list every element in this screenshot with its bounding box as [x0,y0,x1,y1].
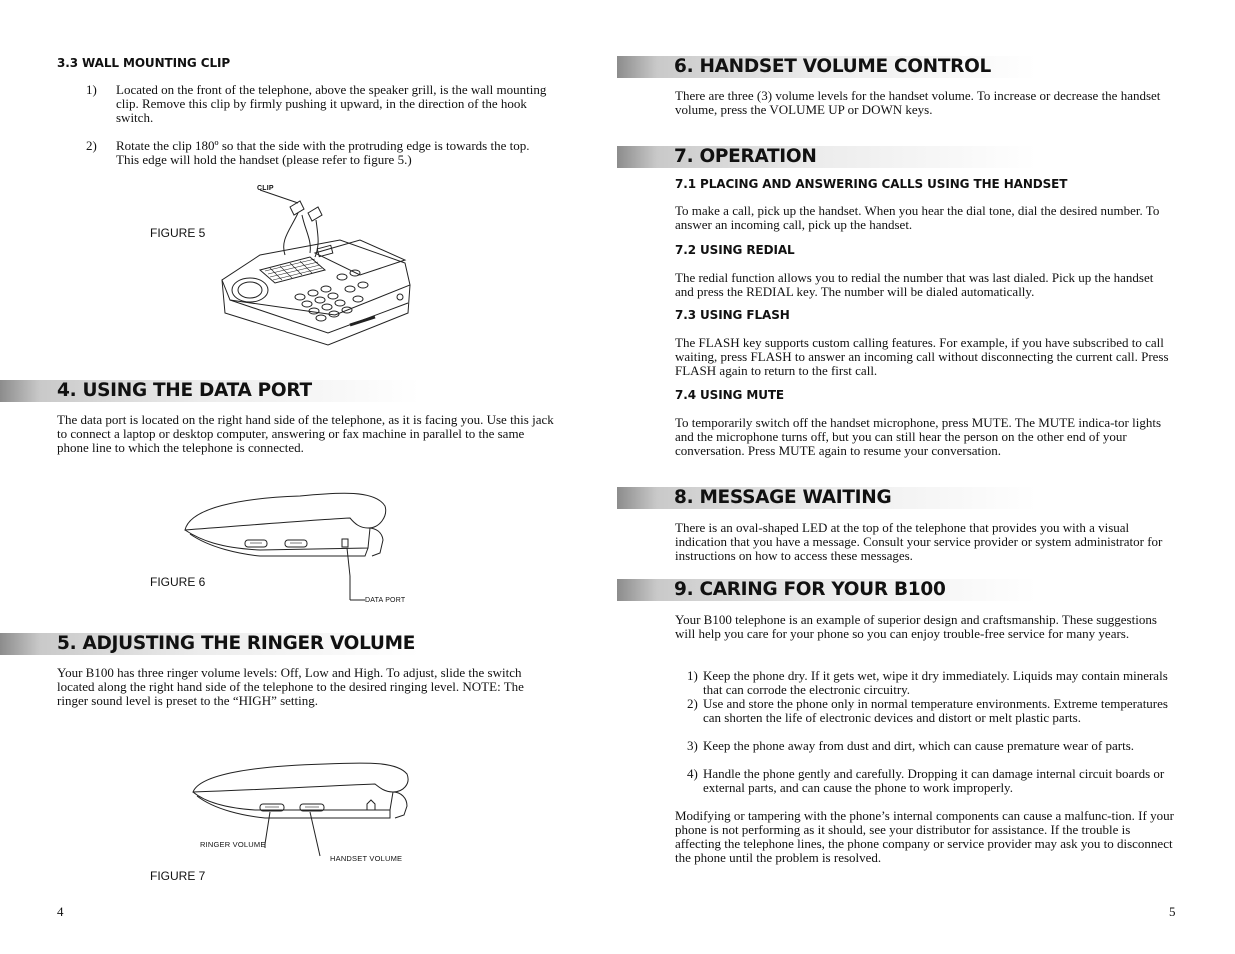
list-item-text: Use and store the phone only in normal temperature environments. Extreme temperatures can shorten the life of electronic devices and distort or melt plastic parts. [703,696,1168,725]
list-item-text: Keep the phone away from dust and dirt, which can cause premature wear of parts. [703,738,1134,753]
section-7-3-body: The FLASH key supports custom calling features. For example, if you have subscribed to call waiting, press FLASH to answer an incoming call without disconnecting the current call. Press FLASH again to return to the first call. [675,335,1169,378]
section-8-body: There is an oval-shaped LED at the top of the telephone that provides you with a visual indication that you have a message. Consult your service provider or system administrator for instructions on how to access these messages. [675,520,1163,563]
list-item-number: 1) [86,82,97,97]
figure-6-phone-side-illustration [180,488,410,606]
list-item-number: 1) [687,668,698,683]
section-4-body: The data port is located on the right hand side of the telephone, as it is facing you. Use this jack to connect a laptop or desktop computer, answering or fax machine in parallel to the same phone line to which the telephone is connected. [57,412,554,455]
data-port-callout: DATA PORT [365,597,406,604]
list-item-text: Handle the phone gently and carefully. Dropping it can damage internal circuit boards or external parts, and can cause the phone to work improperly. [703,766,1165,795]
clip-callout: CLIP [257,185,274,192]
section-8-heading-bar [617,487,1177,509]
section-6-heading: 6. HANDSET VOLUME CONTROL [674,56,992,77]
list-item-number: 4) [687,766,698,781]
section-6-heading-bar [617,56,1177,78]
figure-7-label: FIGURE 7 [150,869,206,883]
section-5-heading-bar [0,633,560,655]
section-9-intro: Your B100 telephone is an example of superior design and craftsmanship. These suggestions will help you care for your phone so you can enjoy trouble-free service for many years. [675,612,1157,641]
page-number-right: 5 [1169,904,1176,919]
figure-5-label: FIGURE 5 [150,226,206,240]
section-7-3-heading: 7.3 USING FLASH [675,308,790,322]
section-7-2-body: The redial function allows you to redial the number that was last dialed. Pick up the handset and press the REDIAL key. The number will be dialed automatically. [675,270,1154,299]
right-page [617,0,1235,954]
section-6-body: There are three (3) volume levels for the handset volume. To increase or decrease the handset volume, press the VOLUME UP or DOWN keys. [675,88,1161,117]
list-item [687,767,1177,795]
list-item [86,83,556,127]
figure-7-phone-side-illustration [185,760,415,865]
list-item [687,697,1177,739]
section-4-heading-bar [0,380,560,402]
section-9-heading: 9. CARING FOR YOUR B100 [674,579,946,600]
section-9-heading-bar [617,579,1177,601]
section-7-2-heading: 7.2 USING REDIAL [675,243,795,257]
section-3-3-heading: 3.3 WALL MOUNTING CLIP [57,56,231,70]
section-4-heading: 4. USING THE DATA PORT [57,380,312,401]
list-item-number: 2) [86,138,97,153]
list-item-number: 3) [687,738,698,753]
list-item-text: Rotate the clip 180º so that the side with the protruding edge is towards the top. This edge will hold the handset (please refer to figure 5.) [116,138,530,167]
list-item [687,669,1177,697]
figure-5-phone-illustration [220,185,415,347]
section-7-4-body: To temporarily switch off the handset microphone, press MUTE. The MUTE indica-tor lights and the microphone turns off, but you can still hear the person on the other end of your conversation. Press MUTE again to resume your conversation. [675,415,1162,458]
page-number-left: 4 [57,904,64,919]
list-item [687,739,1177,767]
section-7-4-heading: 7.4 USING MUTE [675,388,785,402]
list-item [86,139,556,169]
list-item-text: Keep the phone dry. If it gets wet, wipe it dry immediately. Liquids may contain minerals that can corrode the electronic circuitry. [703,668,1168,697]
handset-volume-callout: HANDSET VOLUME [330,854,403,863]
section-9-closing: Modifying or tampering with the phone’s internal components can cause a malfunc-tion. If your phone is not performing as it should, see your distributor for assistance. If the trouble is affecting the telephone lines, the phone company or service provider may ask you to disconnect the phone until the problem is resolved. [675,808,1174,865]
section-7-heading-bar [617,146,1177,168]
list-item-number: 2) [687,696,698,711]
section-7-1-body: To make a call, pick up the handset. When you hear the dial tone, dial the desired number. To answer an incoming call, pick up the handset. [675,203,1160,232]
section-7-1-heading: 7.1 PLACING AND ANSWERING CALLS USING THE HANDSET [675,177,1068,191]
section-5-body: Your B100 has three ringer volume levels: Off, Low and High. To adjust, slide the switch located along the right hand side of the telephone to the desired ringing level. NOTE: The ringer sound level is preset to the “HIGH” setting. [57,665,524,708]
figure-6-label: FIGURE 6 [150,575,206,589]
section-5-heading: 5. ADJUSTING THE RINGER VOLUME [57,633,416,654]
ringer-volume-callout: RINGER VOLUME [200,840,266,849]
left-page [0,0,617,954]
section-7-heading: 7. OPERATION [674,146,817,167]
list-item-text: Located on the front of the telephone, above the speaker grill, is the wall mounting clip. Remove this clip by firmly pushing it upward, in the direction of the hook switch. [116,82,547,125]
section-8-heading: 8. MESSAGE WAITING [674,487,892,508]
